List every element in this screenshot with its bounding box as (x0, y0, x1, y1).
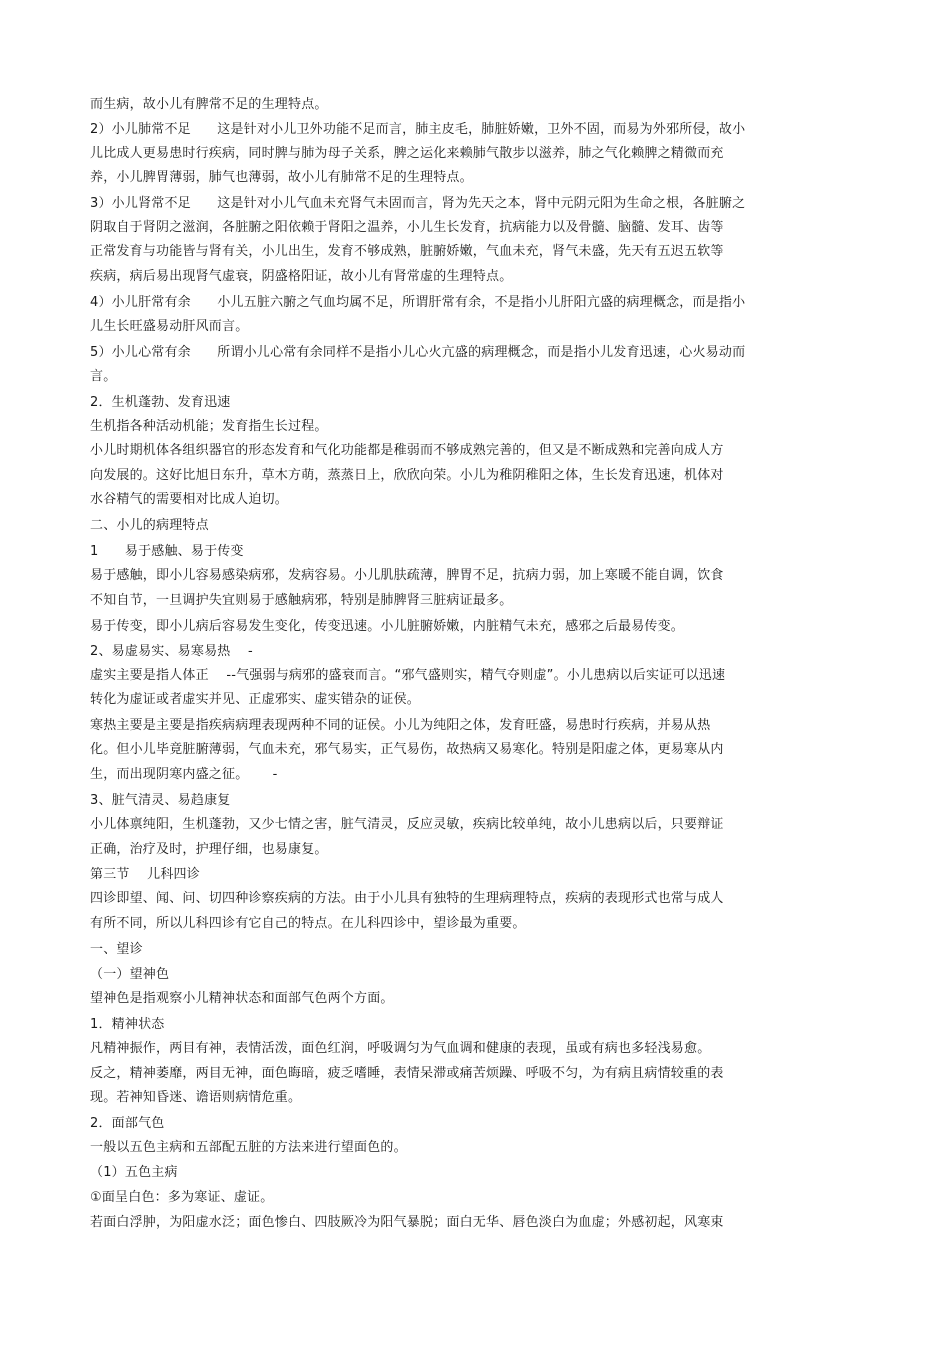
text-line: 5）小儿心常有余 所谓小儿心常有余同样不是指小儿心火亢盛的病理概念，而是指小儿发育迅速，心火易动而 (90, 345, 746, 360)
text-line: 正确，治疗及时，护理仔细，也易康复。 (90, 842, 328, 857)
text-line: 养，小儿脾胃薄弱，肺气也薄弱，故小儿有肺常不足的生理特点。 (90, 170, 473, 185)
section-heading: 2、易虚易实、易寒易热 - (90, 644, 253, 659)
text-line: 转化为虚证或者虚实并见、正虚邪实、虚实错杂的证侯。 (90, 692, 421, 707)
text-line: ①面呈白色：多为寒证、虚证。 (90, 1190, 274, 1205)
text-line: 虚实主要是指人体正 --气强弱与病邪的盛衰而言。“邪气盛则实，精气夺则虚”。小儿患病以后实证可以迅速 (90, 668, 726, 683)
text-line: 若面白浮肿，为阳虚水泛；面色惨白、四肢厥冷为阳气暴脱；面白无华、唇色淡白为血虚；外感初起，风寒束 (90, 1215, 724, 1230)
text-line: 阴取自于肾阴之滋润，各脏腑之阳依赖于肾阳之温养，小儿生长发育，抗病能力以及骨髓、脑髓、发耳、齿等 (90, 220, 724, 235)
text-line: 2）小儿肺常不足 这是针对小儿卫外功能不足而言，肺主皮毛，肺脏娇嫩，卫外不固，而易为外邪所侵，故小 (90, 122, 746, 137)
text-line: 望神色是指观察小儿精神状态和面部气色两个方面。 (90, 991, 394, 1006)
section-heading: 一、望诊 (90, 942, 143, 957)
text-line: 3）小儿肾常不足 这是针对小儿气血未充肾气未固而言，肾为先天之本，肾中元阴元阳为生命之根，各脏腑之 (90, 196, 746, 211)
section-heading: （一）望神色 (90, 967, 170, 982)
section-heading: （1）五色主病 (90, 1165, 178, 1180)
text-line: 生，而出现阴寒内盛之征。 - (90, 767, 278, 782)
section-heading: 2．面部气色 (90, 1116, 165, 1131)
text-line: 易于感触，即小儿容易感染病邪，发病容易。小儿肌肤疏薄，脾胃不足，抗病力弱，加上寒暖不能自调，饮食 (90, 568, 724, 583)
section-heading: 第三节 儿科四诊 (90, 867, 200, 882)
text-line: 儿比成人更易患时行疾病，同时脾与肺为母子关系，脾之运化来赖肺气散步以滋养，肺之气化赖脾之精微而充 (90, 146, 724, 161)
text-line: 小儿体禀纯阳，生机蓬勃，又少七情之害，脏气清灵，反应灵敏，疾病比较单纯，故小儿患病以后，只要辩证 (90, 817, 724, 832)
text-line: 生机指各种活动机能；发育指生长过程。 (90, 419, 328, 434)
text-line: 四诊即望、闻、问、切四种诊察疾病的方法。由于小儿具有独特的生理病理特点，疾病的表现形式也常与成人 (90, 891, 724, 906)
text-line: 儿生长旺盛易动肝风而言。 (90, 319, 249, 334)
text-line: 言。 (90, 369, 117, 384)
text-line: 寒热主要是主要是指疾病病理表现两种不同的证侯。小儿为纯阳之体，发育旺盛，易患时行疾病，并易从热 (90, 718, 711, 733)
text-line: 正常发育与功能皆与肾有关，小儿出生，发育不够成熟，脏腑娇嫩，气血未充，肾气未盛，先天有五迟五软等 (90, 244, 724, 259)
section-heading: 3、脏气清灵、易趋康复 (90, 793, 231, 808)
text-line: 易于传变，即小儿病后容易发生变化，传变迅速。小儿脏腑娇嫩，内脏精气未充，感邪之后最易传变。 (90, 619, 685, 634)
text-line: 化。但小儿毕竟脏腑薄弱，气血未充，邪气易实，正气易伤，故热病又易寒化。特别是阳虚之体，更易寒从内 (90, 742, 724, 757)
section-heading: 2．生机蓬勃、发育迅速 (90, 395, 231, 410)
section-heading: 1 易于感触、易于传变 (90, 544, 244, 559)
text-line: 小儿时期机体各组织器官的形态发育和气化功能都是稚弱而不够成熟完善的，但又是不断成熟和完善向成人方 (90, 443, 724, 458)
text-line: 而生病，故小儿有脾常不足的生理特点。 (90, 97, 328, 112)
text-line: 凡精神振作，两目有神，表情活泼，面色红润，呼吸调匀为气血调和健康的表现，虽或有病也多轻浅易愈。 (90, 1041, 711, 1056)
text-line: 4）小儿肝常有余 小儿五脏六腑之气血均属不足，所谓肝常有余，不是指小儿肝阳亢盛的病理概念，而是指小 (90, 295, 746, 310)
text-line: 疾病，病后易出现肾气虚衰，阴盛格阳证，故小儿有肾常虚的生理特点。 (90, 269, 513, 284)
text-line: 一般以五色主病和五部配五脏的方法来进行望面色的。 (90, 1140, 407, 1155)
section-heading: 1．精神状态 (90, 1017, 165, 1032)
text-line: 现。若神知昏迷、谵语则病情危重。 (90, 1090, 302, 1105)
text-line: 向发展的。这好比旭日东升，草木方萌，蒸蒸日上，欣欣向荣。小儿为稚阴稚阳之体，生长发育迅速，机体对 (90, 468, 724, 483)
text-line: 水谷精气的需要相对比成人迫切。 (90, 492, 289, 507)
text-line: 反之，精神萎靡，两目无神，面色晦暗，疲乏嗜睡，表情呆滞或痛苦烦躁、呼吸不匀，为有病且病情较重的表 (90, 1066, 724, 1081)
section-heading: 二、小儿的病理特点 (90, 518, 209, 533)
text-line: 有所不同，所以儿科四诊有它自己的特点。在儿科四诊中，望诊最为重要。 (90, 916, 526, 931)
text-line: 不知自节，一旦调护失宜则易于感触病邪，特别是肺脾肾三脏病证最多。 (90, 593, 513, 608)
